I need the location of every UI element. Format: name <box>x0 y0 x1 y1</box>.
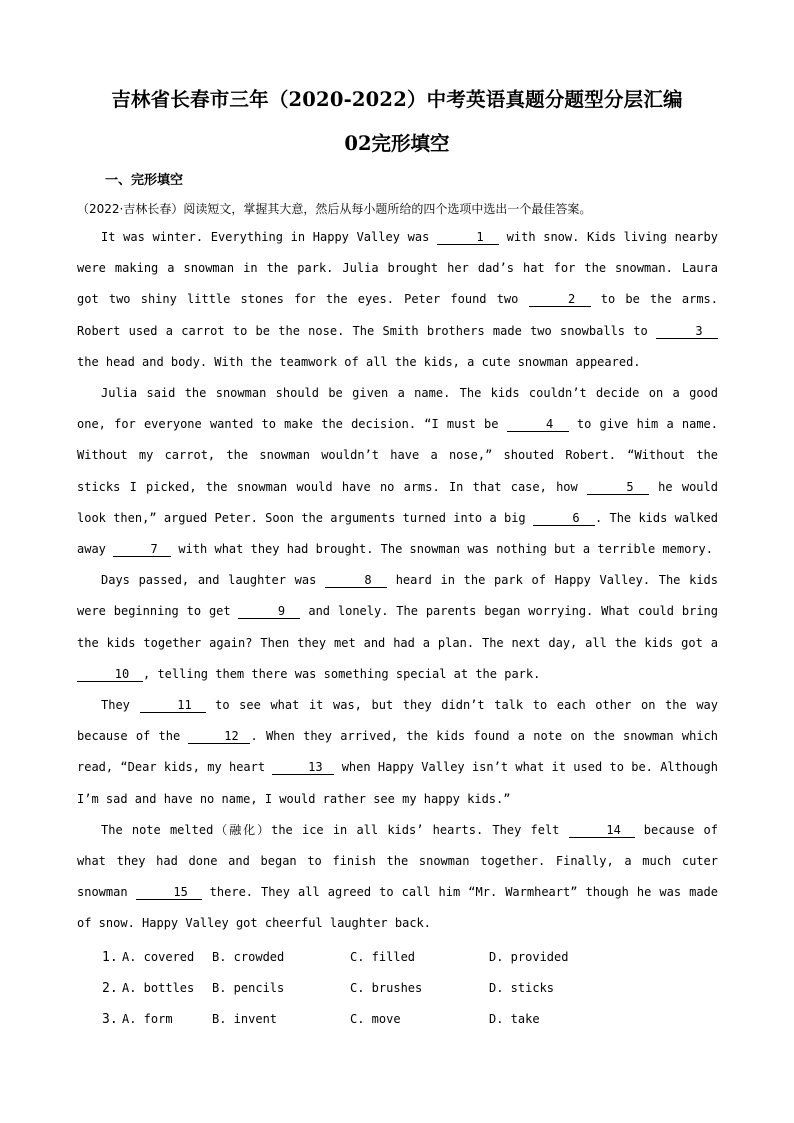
blank-6: 6 <box>533 511 595 526</box>
option-d: D. take <box>489 1012 540 1027</box>
blank-9: 9 <box>238 604 300 619</box>
blank-4: 4 <box>507 417 569 432</box>
passage-paragraph-2: Julia said the snowman should be given a name. The kids couldn’t decide on a good one, for everyone wanted to make the decision. “I must be 4 to give him a name. Without my carrot, the snowman wouldn’t have a nose,” shouted Robert. “Without the sticks I picked, the snowman would have no arms. In that case, how 5 he would look then,” argued Peter. Soon the arguments turned into a big 6 . The kids walked away 7 with what they had brought. The snowman was nothing but a terrible memory. <box>77 386 718 557</box>
document-title: 吉林省长春市三年（2020-2022）中考英语真题分题型分层汇编 <box>111 88 683 111</box>
option-d: D. sticks <box>489 981 555 996</box>
question-number: 2. <box>102 981 118 997</box>
blank-14: 14 <box>569 823 635 838</box>
blank-2: 2 <box>529 292 591 307</box>
question-number: 3. <box>102 1012 118 1028</box>
blank-13: 13 <box>272 760 334 775</box>
passage-paragraph-4: They 11 to see what it was, but they didn’t talk to each other on the way because of the 12 . When they arrived, the kids found a note on the snowman which read, “Dear kids, my heart 13 when Happy Valley isn’t what it used to be. Although I’m sad and have no name, I would rather see my happy kids.” <box>77 698 719 806</box>
passage-paragraph-3: Days passed, and laughter was 8 heard in the park of Happy Valley. The kids were beginning to get 9 and lonely. The parents began worrying. What could bring the kids together again? Then they met and had a plan. The next day, all the kids got a 10 , telling them there was something special at the park. <box>77 573 718 681</box>
passage-paragraph-1: It was winter. Everything in Happy Valley was 1 with snow. Kids living nearby were making a snowman in the park. Julia brought her dad’s hat for the snowman. Laura got two shiny little stones for the eyes. Peter found two 2 to be the arms. Robert used a carrot to be the nose. The Smith brothers made two snowballs to 3 the head and body. With the teamwork of all the kids, a cute snowman appeared. <box>77 230 719 369</box>
option-b: B. pencils <box>212 981 285 996</box>
option-c: C. brushes <box>350 981 423 996</box>
passage-paragraph-5: The note melted（融化）the ice in all kids’ hearts. They felt 14 because of what they had done and began to finish the snowman together. Finally, a much cuter snowman 15 there. They all agreed to call him “Mr. Warmheart” though he was made of snow. Happy Valley got cheerful laughter back. <box>77 822 718 931</box>
blank-1: 1 <box>437 230 499 245</box>
blank-11: 11 <box>140 698 206 713</box>
blank-7: 7 <box>113 542 171 557</box>
blank-5: 5 <box>587 480 649 495</box>
cloze-passage <box>77 222 718 940</box>
section-heading: 一、完形填空 <box>105 173 184 188</box>
option-b: B. crowded <box>212 950 285 964</box>
question-source-instruction: （2022·吉林长春）阅读短文，掌握其大意，然后从每小题所给的四个选项中选出一个最佳答案。 <box>77 202 592 216</box>
blank-3: 3 <box>656 324 718 339</box>
option-b: B. invent <box>212 1012 278 1027</box>
option-a: A. form <box>122 1012 173 1027</box>
blank-12: 12 <box>188 729 250 744</box>
question-number: 1. <box>102 950 118 965</box>
option-c: C. filled <box>350 950 416 964</box>
document-subtitle: 02完形填空 <box>344 132 450 155</box>
option-a: A. covered <box>122 950 195 964</box>
option-c: C. move <box>350 1012 401 1027</box>
blank-8: 8 <box>325 573 387 588</box>
blank-10: 10 <box>77 667 143 682</box>
option-a: A. bottles <box>122 981 195 996</box>
blank-15: 15 <box>136 885 202 900</box>
option-d: D. provided <box>489 950 569 964</box>
